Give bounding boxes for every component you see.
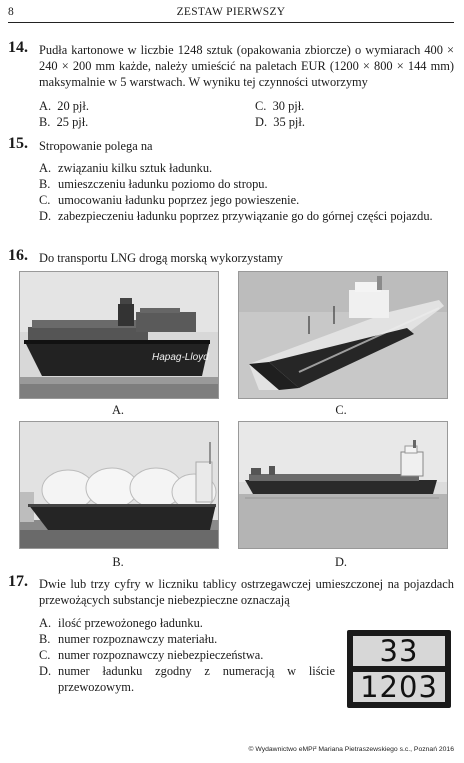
question-text: Dwie lub trzy cyfry w liczniku tablicy ostrzegawczej umieszczonej na pojazdach przewożących substancje niebezpieczne oznaczają [39,577,454,607]
ship-photo-b[interactable] [19,421,219,549]
option-d[interactable]: D. zabezpieczeniu ładunku poprzez przywiązanie go do górnej części pojazdu. [39,209,433,223]
question-15-options [39,160,447,224]
option-a[interactable]: A. 20 pjł. [39,99,89,113]
option-d[interactable]: D. 35 pjł. [255,115,305,129]
question-text: Do transportu LNG drogą morską wykorzystamy [39,251,283,265]
hazard-warning-plate [347,630,451,708]
ship-photo-c[interactable] [238,271,448,399]
image-label: C. [335,403,347,417]
question-number: 16. [8,247,28,264]
option-a[interactable]: A. ilość przewożonego ładunku. [39,616,203,630]
option-b[interactable]: B. 25 pjł. [39,115,89,129]
question-number: 15. [8,135,28,152]
option-d[interactable]: D. numer ładunku zgodny z numeracją w liście przewozowym. [39,664,335,694]
question-text: Stropowanie polega na [39,139,153,153]
option-b[interactable]: B. umieszczeniu ładunku poziomo do stropu. [39,177,268,191]
option-c[interactable]: C. umocowaniu ładunku poprzez jego powieszenie. [39,193,300,207]
image-label: B. [112,555,124,569]
question-16 [8,247,454,266]
question-number: 14. [8,39,28,56]
substance-number: 1203 [353,672,445,702]
hazard-number: 33 [353,636,445,666]
option-a[interactable]: A. związaniu kilku sztuk ładunku. [39,161,213,175]
option-c[interactable]: C. numer rozpoznawczy niebezpieczeństwa. [39,648,264,662]
copyright-footer: © Wydawnictwo eMPi² Mariana Pietraszewskiego s.c., Poznań 2016 [248,746,454,753]
header-title: ZESTAW PIERWSZY [176,6,286,18]
option-c[interactable]: C. 30 pjł. [255,99,305,113]
ship-photo-d[interactable] [238,421,448,549]
question-number: 17. [8,573,28,590]
image-label: A. [111,403,125,417]
question-17-options [39,615,335,695]
question-text: Pudła kartonowe w liczbie 1248 sztuk (opakowania zbiorcze) o wymiarach 400 × 240 × 200 mm każde, należy umieścić na paletach EUR (1200 × 800 × 144 mm) maksymalnie w 5 warstwach. W wyniku tej czynności utworzymy [39,43,454,89]
question-17 [8,573,454,608]
image-label: D. [334,555,348,569]
ship-photo-a[interactable] [19,271,219,399]
hull-lettering: Hapag-Lloyd [152,352,209,363]
question-14-options [39,98,454,130]
option-b[interactable]: B. numer rozpoznawczy materiału. [39,632,218,646]
page-number: 8 [8,6,14,18]
page-header [8,4,454,23]
question-15 [8,135,454,154]
question-14 [8,39,454,90]
